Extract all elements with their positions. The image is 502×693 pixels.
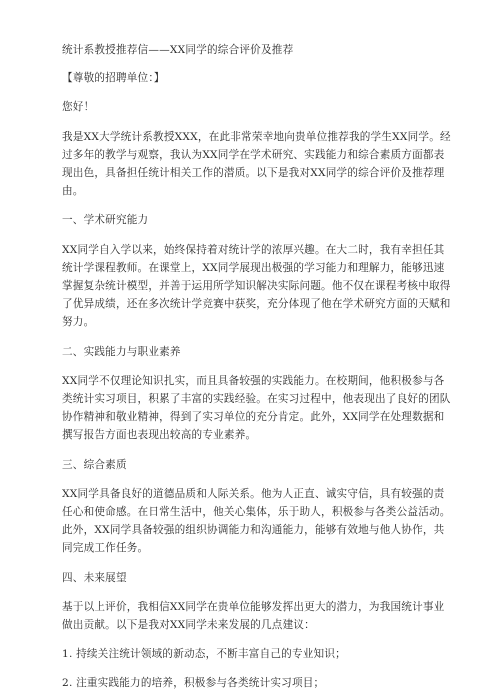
paragraph-line: 类统计实习项目，积累了丰富的实践经验。在实习过程中，他表现出了良好的团队 [62, 393, 451, 406]
paragraph-line: 努力。 [62, 316, 95, 329]
intro-line: 我是XX大学统计系教授XXX，在此非常荣幸地向贵单位推荐我的学生XX同学。经 [62, 130, 451, 143]
paragraph-line: 同完成工作任务。 [62, 542, 149, 555]
section-paragraph-outlook [62, 598, 462, 634]
paragraph-line: 协作精神和敬业精神，得到了实习单位的充分肯定。此外，XX同学在处理数据和 [62, 411, 445, 424]
paragraph-line: 基于以上评价，我相信XX同学在贵单位能够发挥出更大的潜力，为我国统计事业 [62, 600, 445, 613]
salutation: 【尊敬的招聘单位：】 [62, 72, 165, 85]
section-heading-practice: 二、实践能力与职业素养 [62, 345, 181, 358]
greeting: 您好！ [62, 101, 95, 114]
paragraph-line: XX同学具备良好的道德品质和人际关系。他为人正直、诚实守信，具有较强的责 [62, 487, 445, 500]
section-heading-academic: 一、学术研究能力 [62, 214, 149, 227]
intro-line: 现出色，具备担任统计相关工作的潜质。以下是我对XX同学的综合评价及推荐理 [62, 167, 445, 180]
paragraph-line: 做出贡献。以下是我对XX同学未来发展的几点建议： [62, 619, 315, 632]
intro-paragraph [62, 128, 462, 201]
paragraph-line: 任心和使命感。在日常生活中，他关心集体，乐于助人，积极参与各类公益活动。 [62, 506, 451, 519]
paragraph-line: 掌握复杂统计模型，并善于运用所学知识解决实际问题。他不仅在课程考核中取得 [62, 280, 451, 293]
paragraph-line: 统计学课程教师。在课堂上，XX同学展现出极强的学习能力和理解力，能够迅速 [62, 261, 445, 274]
section-heading-outlook: 四、未来展望 [62, 571, 127, 584]
paragraph-line: XX同学不仅理论知识扎实，而且具备较强的实践能力。在校期间，他积极参与各 [62, 374, 445, 387]
section-paragraph-quality [62, 485, 462, 558]
intro-line: 由。 [62, 185, 84, 198]
section-paragraph-academic [62, 241, 462, 332]
paragraph-line: 了优异成绩，还在多次统计学竞赛中获奖，充分体现了他在学术研究方面的天赋和 [62, 298, 451, 311]
paragraph-line: 撰写报告方面也表现出较高的专业素养。 [62, 429, 257, 442]
section-paragraph-practice [62, 372, 462, 445]
paragraph-line: XX同学自入学以来，始终保持着对统计学的浓厚兴趣。在大二时，我有幸担任其 [62, 243, 445, 256]
suggestion-item: 2. 注重实践能力的培养，积极参与各类统计实习项目； [62, 677, 325, 690]
section-heading-quality: 三、综合素质 [62, 458, 127, 471]
document-title: 统计系教授推荐信——XX同学的综合评价及推荐 [62, 44, 294, 56]
intro-line: 过多年的教学与观察，我认为XX同学在学术研究、实践能力和综合素质方面都表 [62, 148, 445, 161]
paragraph-line: 此外，XX同学具备较强的组织协调能力和沟通能力，能够有效地与他人协作，共 [62, 524, 445, 537]
suggestion-item: 1. 持续关注统计领域的新动态，不断丰富自己的专业知识； [62, 648, 346, 661]
